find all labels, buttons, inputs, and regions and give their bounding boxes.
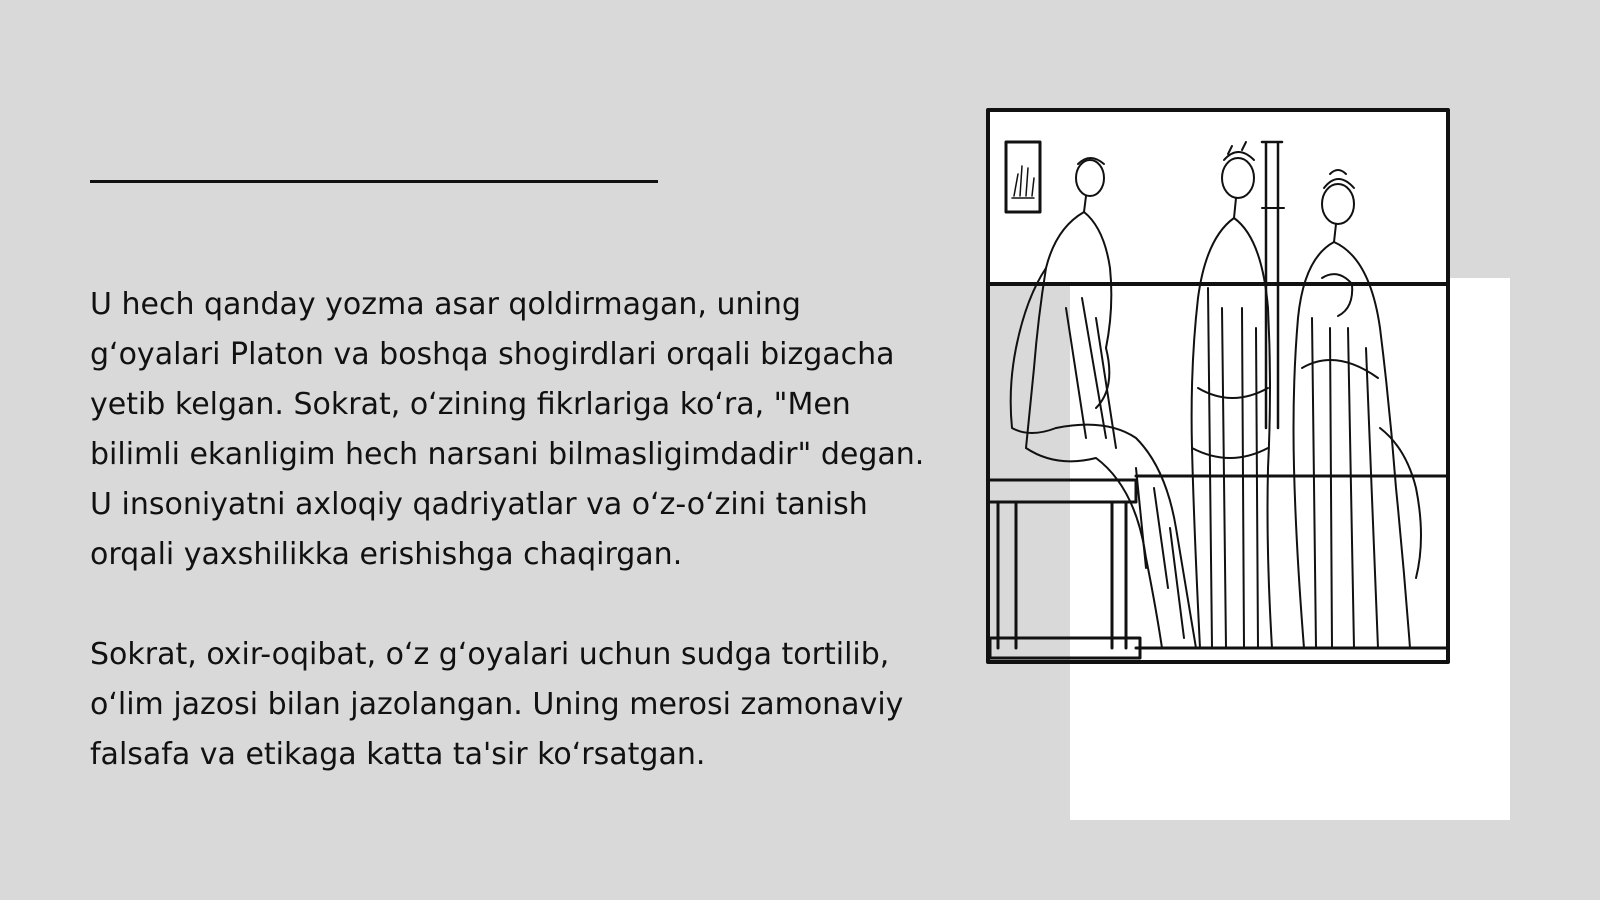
body-text — [90, 280, 990, 830]
paragraph-1: U hech qanday yozma asar qoldirmagan, uning g‘oyalari Platon va boshqa shogirdlari orqali bizgacha yetib kelgan. Sokrat, o‘zining fikrlariga ko‘ra, "Men bilimli ekanligim hech narsani bilmasligimdadir" degan. U insoniyatni axloqiy qadriyatlar va o‘z-o‘zini tanish orqali yaxshilikka erishishga chaqirgan. — [90, 287, 925, 572]
title-divider-line — [90, 180, 658, 183]
paragraph-2: Sokrat, oxir-oqibat, o‘z g‘oyalari uchun sudga tortilib, o‘lim jazosi bilan jazolangan. Uning merosi zamonaviy falsafa va etikaga katta ta'sir ko‘rsatgan. — [90, 637, 904, 772]
ancient-greek-figures-illustration — [986, 108, 1450, 664]
